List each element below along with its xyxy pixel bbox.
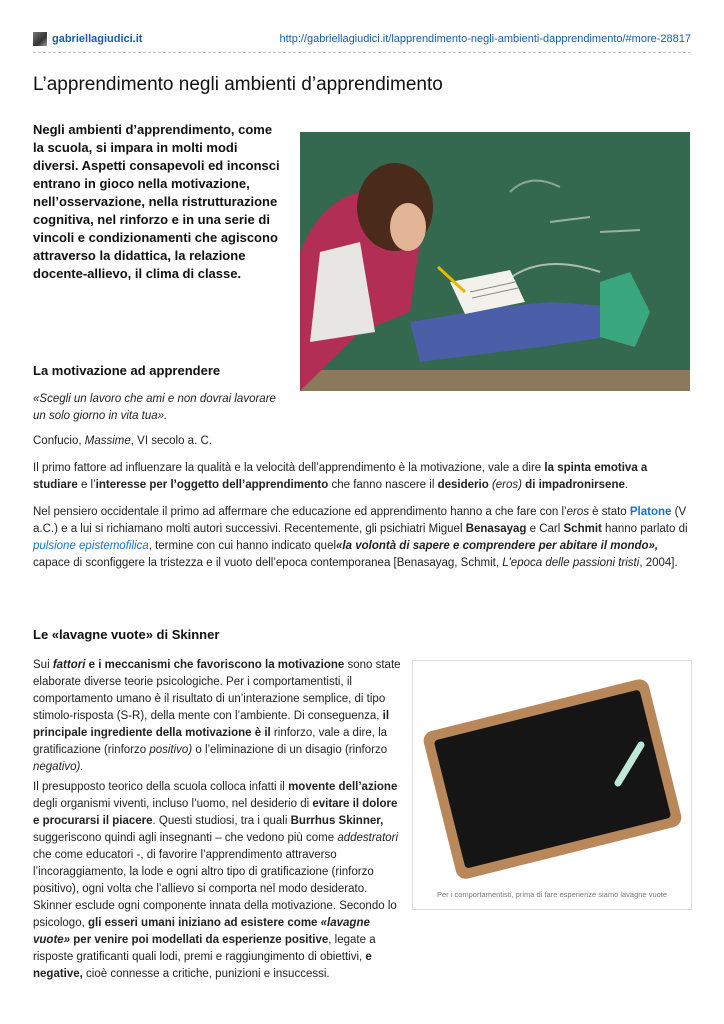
chalkboard-figure bbox=[412, 660, 692, 910]
page-url-link[interactable]: http://gabriellagiudici.it/lapprendimento-negli-ambienti-dapprendimento/#more-28817 bbox=[279, 33, 691, 45]
site-favicon-icon bbox=[33, 32, 47, 46]
section-heading-motivazione: La motivazione ad apprendere bbox=[33, 363, 221, 378]
platone-link[interactable]: Platone bbox=[629, 506, 672, 518]
article-intro: Negli ambienti d’apprendimento, come la scuola, si impara in molti modi diversi. Aspetti consapevoli ed inconsci entrano in gioco nella motivazione, nell’osservazione, nella ristrutturazione cognitiva, nel rinforzo e in una serie di vincoli e condizionamenti che agiscono attraverso la didattica, la relazione docente-allievo, il clima di classe. bbox=[33, 122, 280, 281]
pulsione-epistemofilica-link[interactable]: pulsione epistemofilica bbox=[33, 540, 149, 552]
confucius-quote: «Scegli un lavoro che ami e non dovrai lavorare un solo giorno in vita tua». bbox=[33, 393, 276, 422]
student-illustration bbox=[300, 132, 690, 391]
site-name-link[interactable]: gabriellagiudici.it bbox=[52, 33, 143, 45]
chalkboard-illustration bbox=[413, 661, 691, 886]
paragraph-fattori: Sui fattori e i meccanismi che favoriscono la motivazione sono state elaborate diverse teorie psicologiche. Per i comportamentisti, il comportamento umano è il risultato di un’interazione semplice, di tipo stimolo-risposta (S-R), della mente con l’ambiente. Di conseguenza, il principale ingrediente della motivazione è il rinforzo, vale a dire, la gratificazione (rinforzo positivo) o l’eliminazione di un disagio (rinforzo negativo). bbox=[33, 659, 401, 773]
section-heading-skinner: Le «lavagne vuote» di Skinner bbox=[33, 627, 220, 642]
quote-attribution: Confucio, Massime, VI secolo a. C. bbox=[33, 435, 212, 447]
paragraph-primo-fattore: Il primo fattore ad influenzare la qualità e la velocità dell’apprendimento è la motivazione, vale a dire la spinta emotiva a studiare e l’interesse per l’oggetto dell’apprendimento che fanno nascere il desiderio (eros) di impadronirsene. bbox=[33, 462, 648, 491]
page-header bbox=[33, 30, 691, 53]
paragraph-presupposto: Il presupposto teorico della scuola colloca infatti il movente dell’azione degli organismi viventi, incluso l’uomo, nel desiderio di evitare il dolore e procurarsi il piacere. Questi studiosi, tra i quali Burrhus Skinner, suggeriscono quindi agli insegnanti – che vedono più come addestratori che come educatori -, di favorire l’apprendimento attraverso l’incoraggiamento, la lode e ogni altro tipo di gratificazione (rinforzo positivo), ogni volta che l’allievo si comporta nel modo desiderato. bbox=[33, 781, 399, 895]
student-photo bbox=[300, 132, 690, 391]
figure-caption: Per i comportamentisti, prima di fare esperienze siamo lavagne vuote bbox=[436, 890, 668, 899]
article-title: L’apprendimento negli ambienti d’apprendimento bbox=[33, 74, 443, 95]
paragraph-skinner: Skinner esclude ogni componente innata della motivazione. Secondo lo psicologo, gli esseri umani iniziano ad esistere come «lavagne vuote» per venire poi modellati da esperienze positive, legate a risposte gratificanti quali lodi, premi e raggiungimento di obiettivi, e negative, cioè connesse a critiche, punizioni e insuccessi. bbox=[33, 900, 397, 980]
paragraph-pensiero-occidentale: Nel pensiero occidentale il primo ad affermare che educazione ed apprendimento hanno a che fare con l’eros è stato Platone (V a.C.) e a lui si richiamano molti autori successivi. Recentemente, gli psichiatri Miguel Benasayag e Carl Schmit hanno parlato di pulsione epistemofilica, termine con cui hanno indicato quel«la volontà di sapere e comprendere per abitare il mondo», capace di sconfiggere la tristezza e il vuoto dell’epoca contemporanea [Benasayag, Schmit, L'epoca delle passioni tristi, 2004]. bbox=[33, 506, 688, 569]
